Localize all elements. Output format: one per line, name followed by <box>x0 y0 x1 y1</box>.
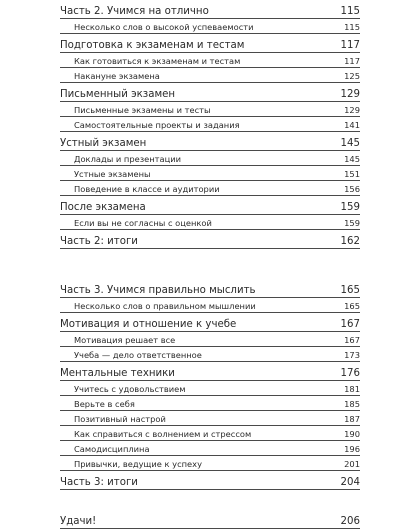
toc-entry-title: Если вы не согласны с оценкой <box>74 218 212 228</box>
toc-page-number: 165 <box>344 301 360 311</box>
toc-entry-title: Накануне экзамена <box>74 71 160 81</box>
toc-page-number: 115 <box>344 22 360 32</box>
toc-page-number: 159 <box>340 202 360 213</box>
toc-entry-title: Часть 3. Учимся правильно мыслить <box>60 285 256 296</box>
toc-page-number: 204 <box>340 477 360 488</box>
toc-subentry[interactable] <box>60 347 360 362</box>
toc-entry-title: Мотивация решает все <box>74 335 176 345</box>
toc-entry-title: Как справиться с волнением и стрессом <box>74 429 252 439</box>
toc-chapter-entry[interactable] <box>60 34 360 53</box>
toc-part-2 <box>60 0 360 249</box>
table-of-contents <box>60 0 360 529</box>
toc-chapter-entry[interactable] <box>60 196 360 215</box>
toc-page-number: 129 <box>344 105 360 115</box>
toc-chapter-entry[interactable] <box>60 83 360 102</box>
toc-entry-title: Самостоятельные проекты и задания <box>74 120 240 130</box>
toc-chapter-entry[interactable] <box>60 230 360 249</box>
toc-entry-title: Несколько слов о правильном мышлении <box>74 301 256 311</box>
toc-subentry[interactable] <box>60 53 360 68</box>
toc-page-number: 206 <box>340 516 360 527</box>
toc-subentry[interactable] <box>60 117 360 132</box>
toc-subentry[interactable] <box>60 381 360 396</box>
toc-entry-title: Верьте в себя <box>74 399 135 409</box>
toc-entry-title: Мотивация и отношение к учебе <box>60 319 237 330</box>
toc-subentry[interactable] <box>60 166 360 181</box>
toc-subentry[interactable] <box>60 181 360 196</box>
toc-entry-title: Учеба — дело ответственное <box>74 350 202 360</box>
toc-entry-title: Доклады и презентации <box>74 154 181 164</box>
toc-entry-title: Учитесь с удовольствием <box>74 384 186 394</box>
toc-subentry[interactable] <box>60 151 360 166</box>
toc-page-number: 187 <box>344 414 360 424</box>
toc-subentry[interactable] <box>60 102 360 117</box>
toc-page-number: 165 <box>340 285 360 296</box>
toc-page-number: 141 <box>344 120 360 130</box>
toc-chapter-entry[interactable] <box>60 471 360 490</box>
toc-page-number: 117 <box>340 40 360 51</box>
toc-entry-title: Часть 2: итоги <box>60 236 138 247</box>
toc-page-number: 145 <box>344 154 360 164</box>
toc-page-number: 159 <box>344 218 360 228</box>
toc-page-number: 125 <box>344 71 360 81</box>
toc-page-number: 162 <box>340 236 360 247</box>
toc-entry-title: Позитивный настрой <box>74 414 166 424</box>
toc-page-number: 173 <box>344 350 360 360</box>
toc-entry-title: Часть 3: итоги <box>60 477 138 488</box>
toc-subentry[interactable] <box>60 456 360 471</box>
toc-entry-title: Устный экзамен <box>60 138 147 149</box>
toc-page-number: 156 <box>344 184 360 194</box>
toc-subentry[interactable] <box>60 441 360 456</box>
toc-subentry[interactable] <box>60 411 360 426</box>
toc-page-number: 196 <box>344 444 360 454</box>
toc-subentry[interactable] <box>60 396 360 411</box>
toc-chapter-entry[interactable] <box>60 362 360 381</box>
toc-entry-title: Привычки, ведущие к успеху <box>74 459 202 469</box>
toc-entry-title: Самодисциплина <box>74 444 150 454</box>
toc-chapter-entry[interactable] <box>60 132 360 151</box>
toc-chapter-entry[interactable] <box>60 313 360 332</box>
section-spacer <box>60 490 360 510</box>
toc-page-number: 181 <box>344 384 360 394</box>
toc-chapter-entry[interactable] <box>60 510 360 529</box>
toc-entry-title: Письменный экзамен <box>60 89 176 100</box>
toc-subentry[interactable] <box>60 426 360 441</box>
section-spacer <box>60 249 360 279</box>
toc-subentry[interactable] <box>60 332 360 347</box>
toc-page-number: 145 <box>340 138 360 149</box>
toc-page-number: 151 <box>344 169 360 179</box>
toc-page-number: 167 <box>344 335 360 345</box>
toc-entry-title: Поведение в классе и аудитории <box>74 184 220 194</box>
toc-subentry[interactable] <box>60 215 360 230</box>
toc-entry-title: Удачи! <box>60 516 97 527</box>
toc-page-number: 129 <box>340 89 360 100</box>
toc-subentry[interactable] <box>60 298 360 313</box>
toc-page-number: 117 <box>344 56 360 66</box>
toc-entry-title: Письменные экзамены и тесты <box>74 105 211 115</box>
toc-page-number: 115 <box>340 6 360 17</box>
toc-closing <box>60 510 360 529</box>
toc-chapter-entry[interactable] <box>60 279 360 298</box>
toc-page-number: 176 <box>340 368 360 379</box>
toc-entry-title: Ментальные техники <box>60 368 175 379</box>
toc-page-number: 190 <box>344 429 360 439</box>
toc-entry-title: Несколько слов о высокой успеваемости <box>74 22 254 32</box>
toc-subentry[interactable] <box>60 68 360 83</box>
toc-entry-title: После экзамена <box>60 202 146 213</box>
toc-page-number: 201 <box>344 459 360 469</box>
toc-entry-title: Как готовиться к экзаменам и тестам <box>74 56 241 66</box>
toc-part-3 <box>60 279 360 490</box>
toc-subentry[interactable] <box>60 19 360 34</box>
toc-entry-title: Устные экзамены <box>74 169 151 179</box>
toc-chapter-entry[interactable] <box>60 0 360 19</box>
toc-page-number: 167 <box>340 319 360 330</box>
toc-entry-title: Часть 2. Учимся на отлично <box>60 6 209 17</box>
toc-page-number: 185 <box>344 399 360 409</box>
toc-entry-title: Подготовка к экзаменам и тестам <box>60 40 245 51</box>
